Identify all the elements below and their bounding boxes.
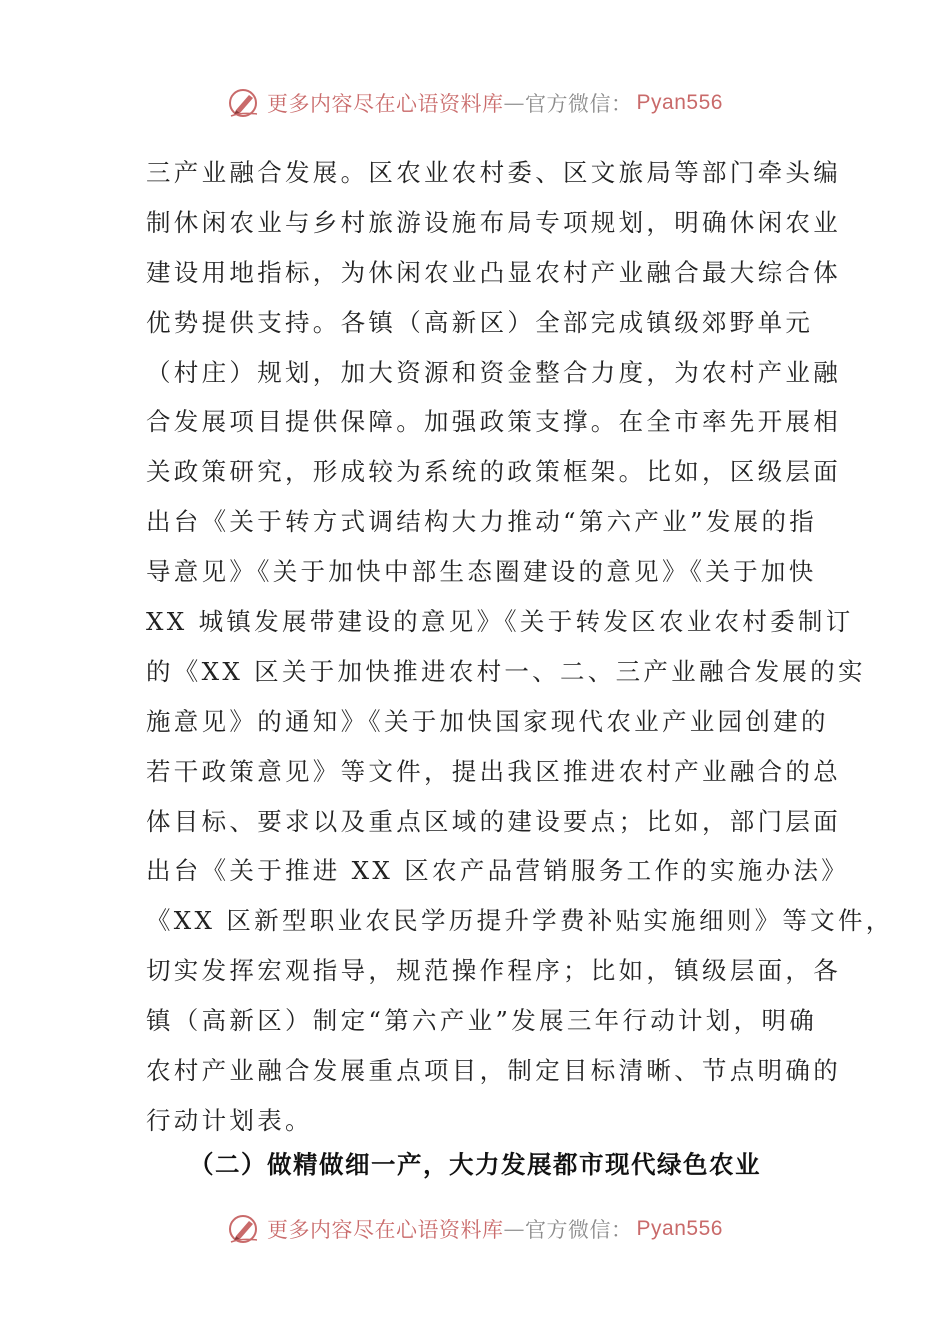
body-text [146,148,894,1146]
watermark-official-label: 官方微信： [525,92,633,116]
body-line: 体目标、要求以及重点区域的建设要点；比如，部门层面 [146,806,841,836]
body-line: 若干政策意见》等文件，提出我区推进农村产业融合的总 [146,756,841,786]
body-line: 切实发挥宏观指导，规范操作程序；比如，镇级层面，各 [146,956,841,986]
watermark-separator: — [503,1217,526,1241]
watermark-footer [0,1212,950,1246]
body-line: 关政策研究，形成较为系统的政策框架。比如，区级层面 [146,457,841,487]
pen-logo-icon [227,1212,261,1246]
body-line: 《XX 区新型职业农民学历提升学费补贴实施细则》等文件， [146,906,894,936]
body-line: 合发展项目提供保障。加强政策支撑。在全市率先开展相 [146,407,841,437]
watermark-wechat-id: Pyan556 [636,91,723,114]
watermark-official-label: 官方微信： [525,1218,633,1242]
watermark-brand-text: 更多内容尽在心语资料库 [267,92,504,116]
watermark-wechat-id: Pyan556 [636,1217,723,1240]
watermark-brand-text: 更多内容尽在心语资料库 [267,1218,504,1242]
pen-logo-icon [227,86,261,120]
body-line: XX 城镇发展带建设的意见》《关于转发区农业农村委制订 [146,607,854,637]
body-line: 出台《关于转方式调结构大力推动“第六产业”发展的指 [146,507,818,537]
body-line: 的《XX 区关于加快推进农村一、二、三产业融合发展的实 [146,656,866,686]
watermark-separator: — [503,91,526,115]
body-line: 镇（高新区）制定“第六产业”发展三年行动计划，明确 [146,1006,818,1036]
body-line: 导意见》《关于加快中部生态圈建设的意见》《关于加快 [146,557,817,587]
body-line: （村庄）规划，加大资源和资金整合力度，为农村产业融 [146,357,841,387]
section-heading: （二）做精做细一产，大力发展都市现代绿色农业 [189,1150,761,1179]
body-line: 出台《关于推进 XX 区农产品营销服务工作的实施办法》 [146,856,850,886]
body-line: 三产业融合发展。区农业农村委、区文旅局等部门牵头编 [146,158,841,187]
body-line: 行动计划表。 [146,1105,313,1135]
body-line: 制休闲农业与乡村旅游设施布局专项规划，明确休闲农业 [146,207,841,237]
body-line: 优势提供支持。各镇（高新区）全部完成镇级郊野单元 [146,307,814,337]
body-line: 农村产业融合发展重点项目，制定目标清晰、节点明确的 [146,1056,841,1086]
body-line: 施意见》的通知》《关于加快国家现代农业产业园创建的 [146,706,829,736]
body-line: 建设用地指标，为休闲农业凸显农村产业融合最大综合体 [146,257,841,287]
watermark-header [0,86,950,120]
